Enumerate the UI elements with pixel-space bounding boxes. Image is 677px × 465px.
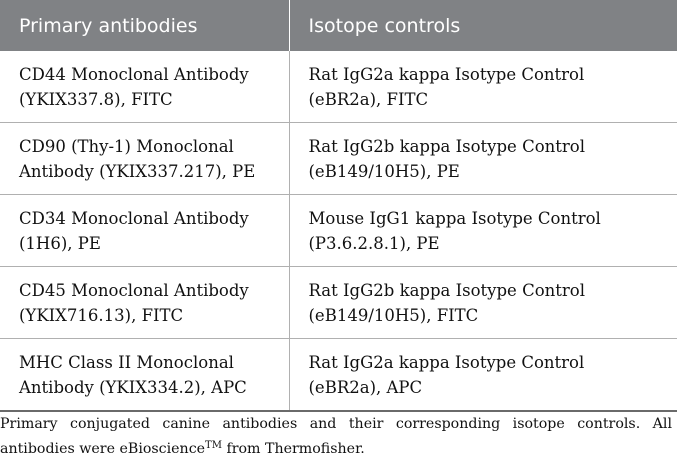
primary-antibody-cell <box>0 339 289 412</box>
cell-line: Rat IgG2a kappa Isotype Control <box>308 64 585 84</box>
cell-line: CD44 Monoclonal Antibody <box>19 64 249 84</box>
cell-line: CD34 Monoclonal Antibody <box>19 208 249 228</box>
header-primary-antibodies: Primary antibodies <box>0 0 289 51</box>
header-isotope-controls: Isotope controls <box>289 0 677 51</box>
cell-line: CD90 (Thy-1) Monoclonal <box>19 136 234 156</box>
cell-line: Rat IgG2b kappa Isotype Control <box>308 280 585 300</box>
primary-antibody-cell <box>0 123 289 195</box>
cell-line: Antibody (YKIX334.2), APC <box>19 377 247 397</box>
cell-line: Rat IgG2a kappa Isotype Control <box>308 352 585 372</box>
primary-antibody-cell <box>0 195 289 267</box>
caption-text-end: from Thermofisher. <box>221 441 365 457</box>
isotope-control-cell <box>289 339 677 412</box>
cell-line: (eBR2a), FITC <box>308 89 429 109</box>
cell-line: CD45 Monoclonal Antibody <box>19 280 249 300</box>
table-row <box>0 339 677 412</box>
cell-line: (1H6), PE <box>19 233 101 253</box>
cell-line: (YKIX716.13), FITC <box>19 305 184 325</box>
table-row <box>0 195 677 267</box>
cell-line: (eB149/10H5), FITC <box>308 305 479 325</box>
cell-line: (eB149/10H5), PE <box>308 161 460 181</box>
table-row <box>0 51 677 123</box>
cell-line: (eBR2a), APC <box>308 377 423 397</box>
cell-line: Rat IgG2b kappa Isotype Control <box>308 136 585 156</box>
cell-line: Antibody (YKIX337.217), PE <box>19 161 256 181</box>
cell-line: Mouse IgG1 kappa Isotype Control <box>308 208 601 228</box>
trademark-superscript: TM <box>205 440 222 451</box>
table-row <box>0 267 677 339</box>
caption-text: Primary conjugated canine antibodies and their corresponding isotope controls. All antibodies were eBioscience <box>0 416 672 457</box>
cell-line: MHC Class II Monoclonal <box>19 352 234 372</box>
isotope-control-cell <box>289 51 677 123</box>
primary-antibody-cell <box>0 267 289 339</box>
primary-antibody-cell <box>0 51 289 123</box>
cell-line: (P3.6.2.8.1), PE <box>308 233 440 253</box>
isotope-control-cell <box>289 123 677 195</box>
isotope-control-cell <box>289 267 677 339</box>
table-row <box>0 123 677 195</box>
table-caption <box>0 413 672 460</box>
isotope-control-cell <box>289 195 677 267</box>
table-header-row <box>0 0 677 51</box>
cell-line: (YKIX337.8), FITC <box>19 89 173 109</box>
